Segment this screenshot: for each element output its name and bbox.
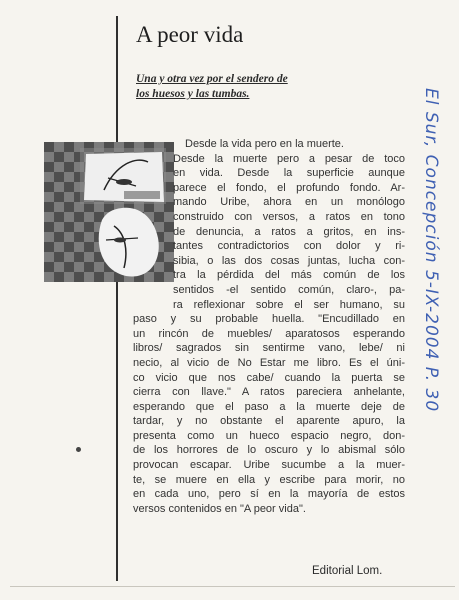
- pattern-tile: [54, 162, 64, 172]
- pattern-tile: [44, 192, 54, 202]
- pattern-tile: [44, 142, 54, 152]
- pattern-tile: [54, 222, 64, 232]
- pattern-tile: [54, 142, 64, 152]
- body-line: tardar, y no obstante el aparente apuro, la: [133, 415, 405, 428]
- pattern-tile: [104, 272, 114, 282]
- pattern-tile: [74, 262, 84, 272]
- pattern-tile: [54, 152, 64, 162]
- body-line: de los horrores de lo oscuro y lo abismal sólo: [133, 444, 405, 457]
- pattern-tile: [44, 172, 54, 182]
- pattern-tile: [64, 152, 74, 162]
- bottom-rule: [10, 586, 455, 587]
- body-line: cierra con llave." A ratos pareciera anhelante,: [133, 386, 405, 399]
- subtitle-line: Una y otra vez por el sendero de: [136, 73, 288, 85]
- pattern-tile: [64, 242, 74, 252]
- article-body: [133, 137, 405, 516]
- handwritten-note-text: El Sur, Concepción 5-IX-2004 P. 30: [421, 88, 441, 413]
- body-line: mando Uribe, ahora en un monólogo: [173, 196, 405, 209]
- pattern-tile: [64, 272, 74, 282]
- body-line: de denuncia, a ratos a gritos, en ins-: [173, 225, 405, 238]
- pattern-tile: [54, 202, 64, 212]
- article-subtitle: [136, 72, 361, 102]
- pattern-tile: [64, 182, 74, 192]
- column-rule: [116, 16, 118, 581]
- body-line: en cada uno, pero sí en la mayoría de estos: [133, 488, 405, 501]
- pattern-tile: [54, 232, 64, 242]
- pattern-tile: [44, 202, 54, 212]
- pattern-tile: [74, 242, 84, 252]
- body-line: esperando que el paso a la muerte deje de: [133, 400, 405, 413]
- pattern-tile: [44, 272, 54, 282]
- pattern-tile: [54, 242, 64, 252]
- body-line: Desde la vida pero en la muerte.: [185, 138, 344, 150]
- body-line: ra reflexionar sobre el ser humano, su: [173, 298, 405, 311]
- pattern-tile: [64, 192, 74, 202]
- pattern-tile: [84, 252, 94, 262]
- pattern-tile: [64, 202, 74, 212]
- pattern-tile: [44, 222, 54, 232]
- handwritten-source-note: [421, 88, 443, 528]
- pattern-tile: [64, 212, 74, 222]
- body-line: Desde la muerte pero a pesar de toco: [173, 152, 405, 165]
- pattern-tile: [64, 172, 74, 182]
- pattern-tile: [44, 242, 54, 252]
- pattern-tile: [94, 272, 104, 282]
- pattern-tile: [44, 162, 54, 172]
- body-line: paso y su probable huella. "Encudillado en: [133, 313, 405, 326]
- pattern-tile: [84, 212, 94, 222]
- pattern-tile: [84, 272, 94, 282]
- pattern-tile: [44, 262, 54, 272]
- pattern-tile: [74, 252, 84, 262]
- body-line: en vida. Desde la superficie aunque: [173, 167, 405, 180]
- body-line: provocan escapar. Uribe sucumbe a la muer-: [133, 459, 405, 472]
- body-line: un rincón de muebles/ aparatosos esperando: [133, 327, 405, 340]
- pattern-tile: [64, 222, 74, 232]
- pattern-tile: [54, 252, 64, 262]
- pattern-tile: [84, 222, 94, 232]
- body-line: parece el fondo, el profundo fondo. Ar-: [173, 181, 405, 194]
- pattern-tile: [84, 232, 94, 242]
- pattern-tile: [54, 272, 64, 282]
- body-line: tantes contradictorios con dolor y ri-: [173, 240, 405, 253]
- pattern-tile: [64, 142, 74, 152]
- body-line: sentidos -el sentido común, claro-, pa-: [173, 283, 405, 296]
- pattern-tile: [64, 262, 74, 272]
- pattern-tile: [54, 262, 64, 272]
- pattern-tile: [54, 172, 64, 182]
- body-line: sibia, o las dos cosas juntas, lucha con-: [173, 254, 405, 267]
- body-line: tra la pérdida del más común de los: [173, 269, 405, 282]
- pattern-tile: [64, 162, 74, 172]
- pattern-tile: [74, 272, 84, 282]
- pattern-tile: [44, 232, 54, 242]
- pattern-tile: [94, 262, 104, 272]
- body-line: necio, al vicio de No Estar me libro. Es el úni-: [133, 356, 405, 369]
- publisher-credit: Editorial Lom.: [312, 565, 383, 577]
- body-line: construido con versos, a ratos en tono: [173, 210, 405, 223]
- pattern-tile: [84, 242, 94, 252]
- body-line: versos contenidos en "A peor vida".: [133, 502, 306, 515]
- subtitle-line: los huesos y las tumbas.: [136, 88, 250, 100]
- pattern-tile: [74, 222, 84, 232]
- pattern-tile: [54, 182, 64, 192]
- body-line: te, se muere en ella y escribe para morir, no: [133, 473, 405, 486]
- pattern-tile: [44, 252, 54, 262]
- body-line: libros/ sagrados sin sentirme vano, lebe/ ni: [133, 342, 405, 355]
- pattern-tile: [74, 212, 84, 222]
- pattern-tile: [44, 152, 54, 162]
- pattern-tile: [44, 182, 54, 192]
- pattern-tile: [84, 262, 94, 272]
- pattern-tile: [44, 212, 54, 222]
- body-line: co vicio que nos cabe/ cuando la puerta se: [133, 371, 405, 384]
- pattern-tile: [54, 192, 64, 202]
- pattern-tile: [54, 212, 64, 222]
- article-title: A peor vida: [136, 22, 244, 47]
- ink-dot: [76, 447, 81, 452]
- pattern-tile: [64, 252, 74, 262]
- body-line: presenta como un hueco espacio negro, don-: [133, 429, 405, 442]
- pattern-tile: [74, 232, 84, 242]
- pattern-tile: [64, 232, 74, 242]
